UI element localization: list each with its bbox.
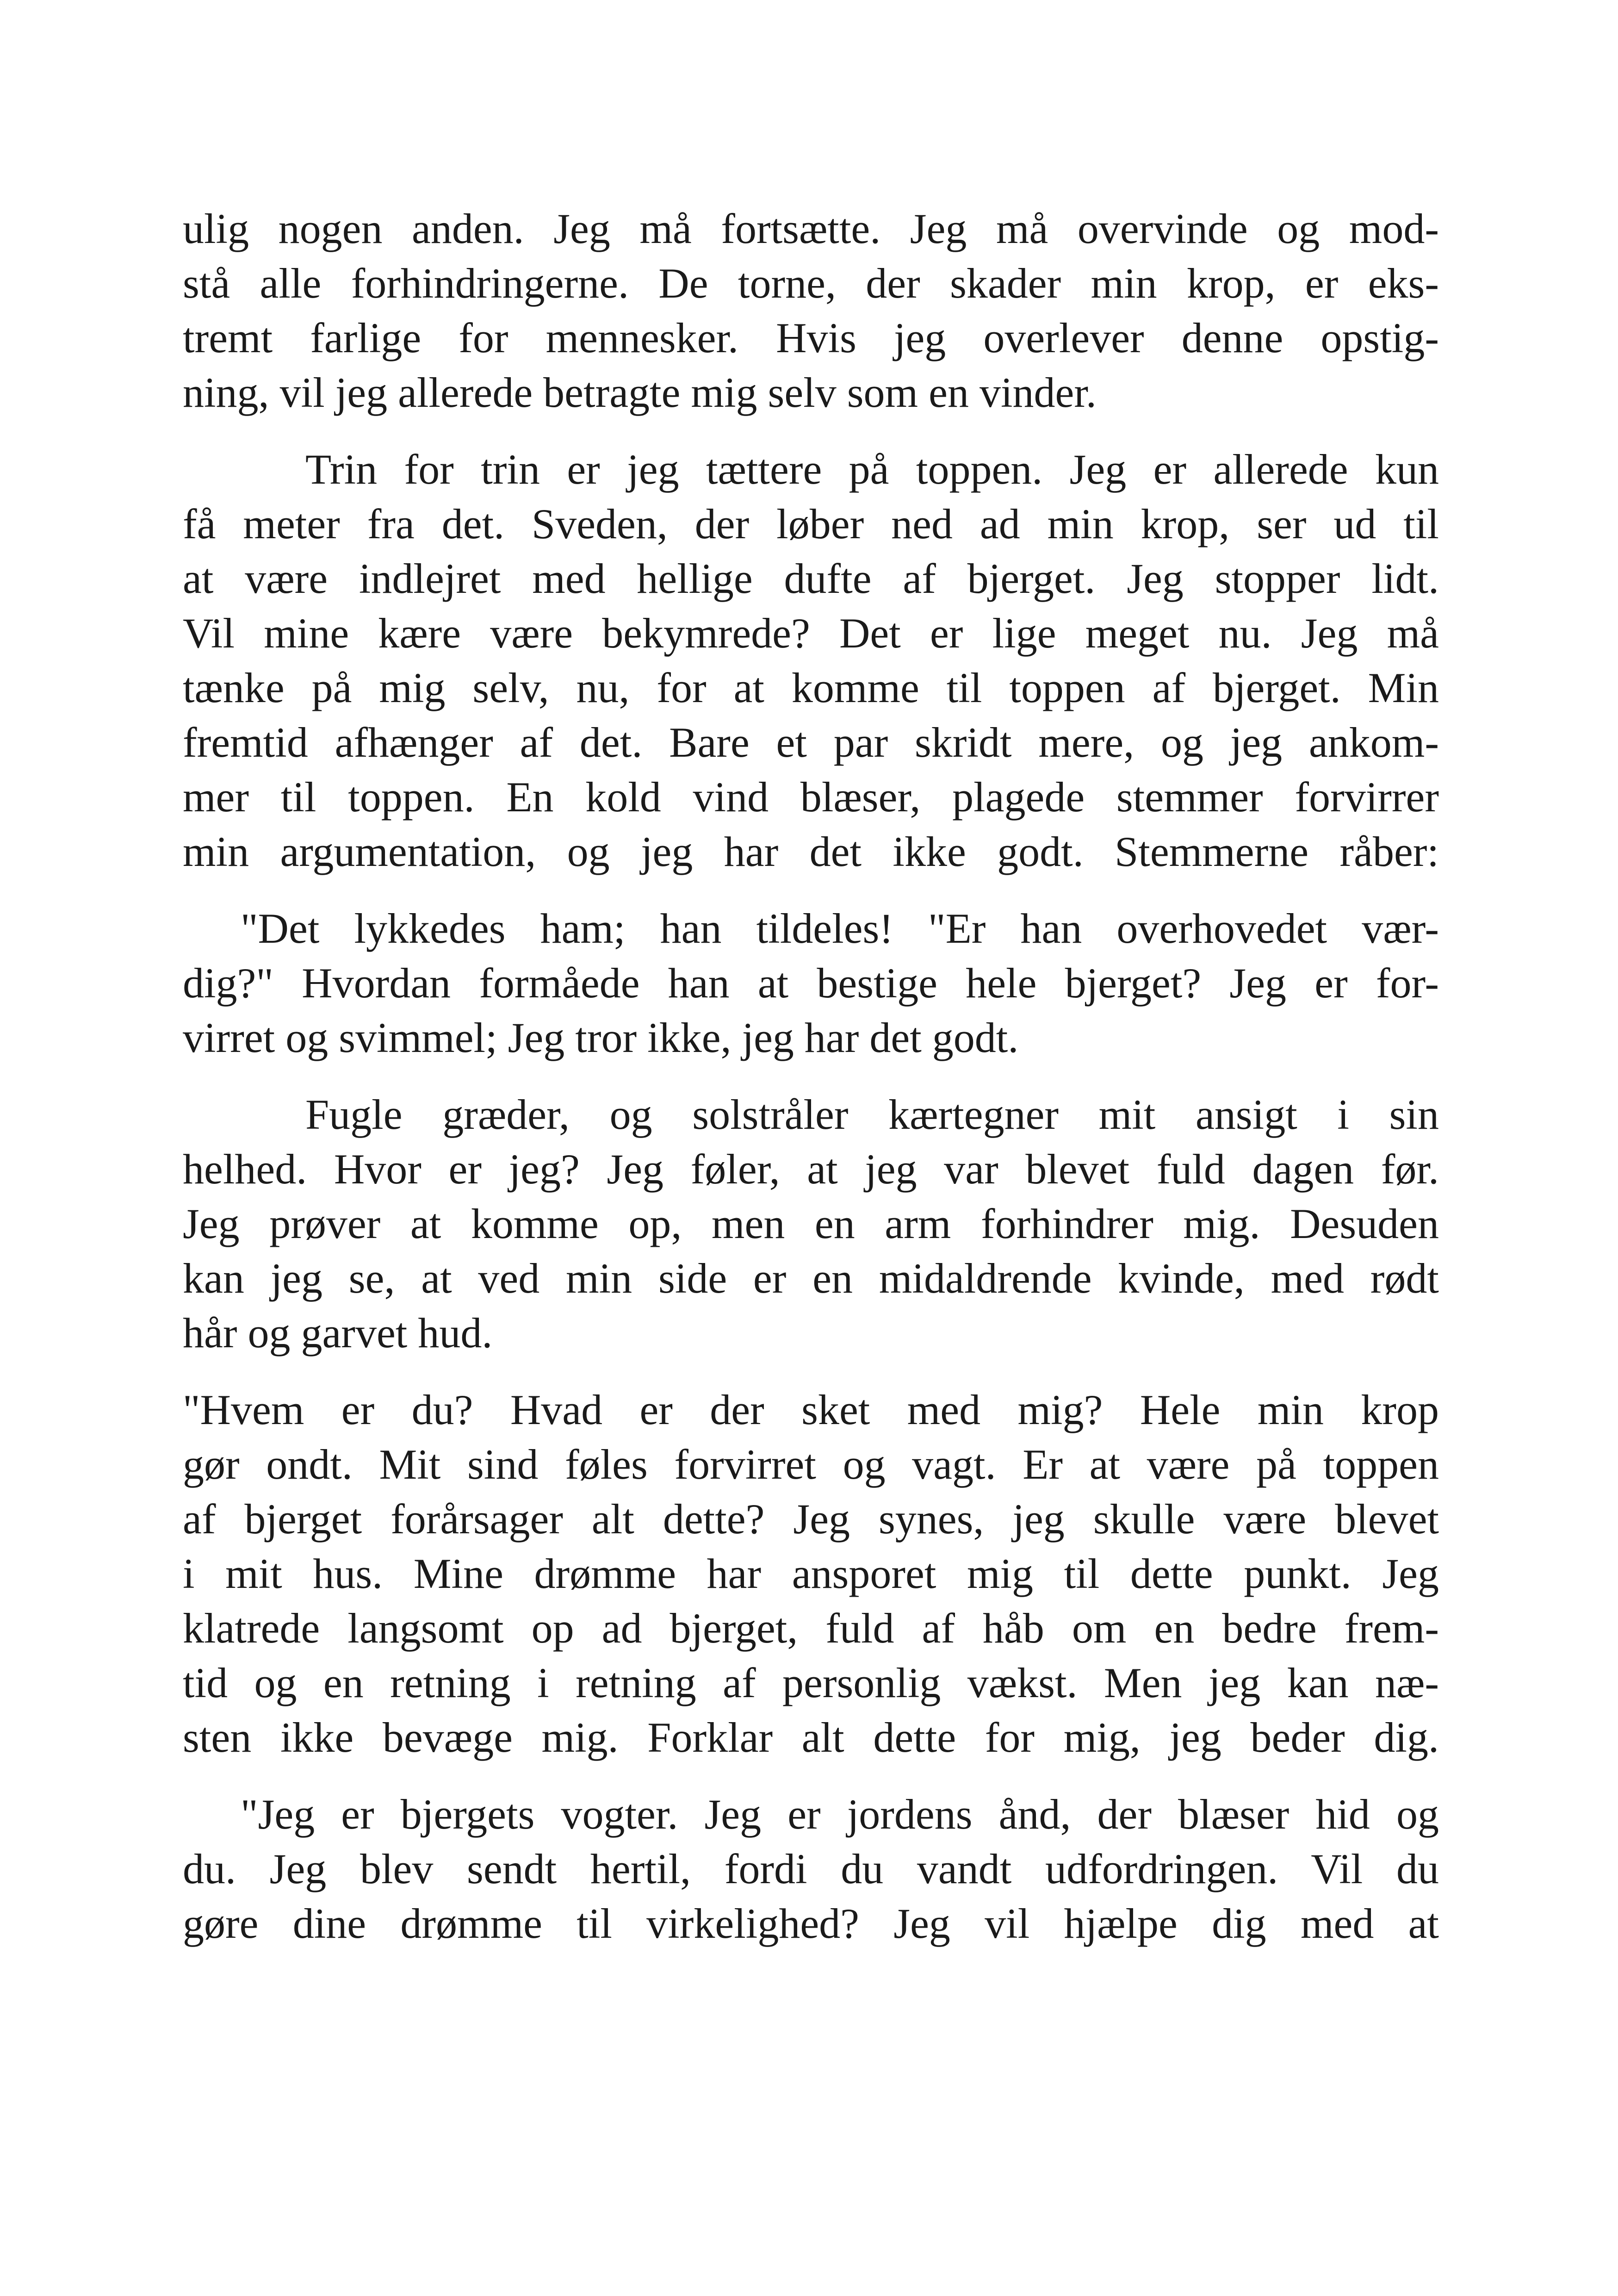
text-line: gøre dine drømme til virkelighed? Jeg vil hjælpe dig med at <box>183 1900 1439 1947</box>
paragraph-4 <box>183 1087 1439 1360</box>
text-line: Fugle græder, og solstråler kærtegner mit ansigt i sin <box>305 1091 1439 1138</box>
text-line: kan jeg se, at ved min side er en midaldrende kvinde, med rødt <box>183 1255 1439 1302</box>
text-line: klatrede langsomt op ad bjerget, fuld af håb om en bedre frem- <box>183 1605 1439 1652</box>
text-line: ulig nogen anden. Jeg må fortsætte. Jeg må overvinde og mod- <box>183 205 1439 252</box>
paragraph-6 <box>183 1787 1439 1951</box>
text-line: tid og en retning i retning af personlig vækst. Men jeg kan næ- <box>183 1659 1439 1706</box>
paragraph-5 <box>183 1382 1439 1765</box>
text-line: hår og garvet hud. <box>183 1309 493 1356</box>
text-line: du. Jeg blev sendt hertil, fordi du vandt udfordringen. Vil du <box>183 1845 1439 1892</box>
text-line: stå alle forhindringerne. De torne, der skader min krop, er eks- <box>183 260 1439 307</box>
text-line: tremt farlige for mennesker. Hvis jeg overlever denne opstig- <box>183 314 1439 361</box>
text-line: få meter fra det. Sveden, der løber ned ad min krop, ser ud til <box>183 500 1439 548</box>
body-text <box>183 201 1439 1973</box>
text-line: "Jeg er bjergets vogter. Jeg er jordens ånd, der blæser hid og <box>241 1791 1439 1838</box>
text-line: "Det lykkedes ham; han tildeles! "Er han overhovedet vær- <box>241 905 1439 952</box>
text-line: sten ikke bevæge mig. Forklar alt dette for mig, jeg beder dig. <box>183 1714 1439 1761</box>
text-line: tænke på mig selv, nu, for at komme til toppen af bjerget. Min <box>183 664 1439 711</box>
text-line: mer til toppen. En kold vind blæser, plagede stemmer forvirrer <box>183 773 1439 821</box>
text-line: min argumentation, og jeg har det ikke godt. Stemmerne råber: <box>183 828 1439 875</box>
text-line: at være indlejret med hellige dufte af bjerget. Jeg stopper lidt. <box>183 555 1439 602</box>
paragraph-3 <box>183 901 1439 1065</box>
text-line: dig?" Hvordan formåede han at bestige hele bjerget? Jeg er for- <box>183 959 1439 1007</box>
text-line: Vil mine kære være bekymrede? Det er lige meget nu. Jeg må <box>183 610 1439 657</box>
paragraph-1 <box>183 201 1439 420</box>
text-line: "Hvem er du? Hvad er der sket med mig? Hele min krop <box>183 1386 1439 1433</box>
paragraph-2 <box>183 442 1439 879</box>
text-line: virret og svimmel; Jeg tror ikke, jeg har det godt. <box>183 1014 1019 1061</box>
text-line: helhed. Hvor er jeg? Jeg føler, at jeg var blevet fuld dagen før. <box>183 1145 1439 1193</box>
text-line: ning, vil jeg allerede betragte mig selv som en vinder. <box>183 369 1097 416</box>
text-line: i mit hus. Mine drømme har ansporet mig til dette punkt. Jeg <box>183 1550 1439 1597</box>
text-line: gør ondt. Mit sind føles forvirret og vagt. Er at være på toppen <box>183 1441 1439 1488</box>
text-line: fremtid afhænger af det. Bare et par skridt mere, og jeg ankom- <box>183 719 1439 766</box>
text-line: af bjerget forårsager alt dette? Jeg synes, jeg skulle være blevet <box>183 1495 1439 1543</box>
text-line: Trin for trin er jeg tættere på toppen. Jeg er allerede kun <box>305 446 1439 493</box>
text-line: Jeg prøver at komme op, men en arm forhindrer mig. Desuden <box>183 1200 1439 1247</box>
